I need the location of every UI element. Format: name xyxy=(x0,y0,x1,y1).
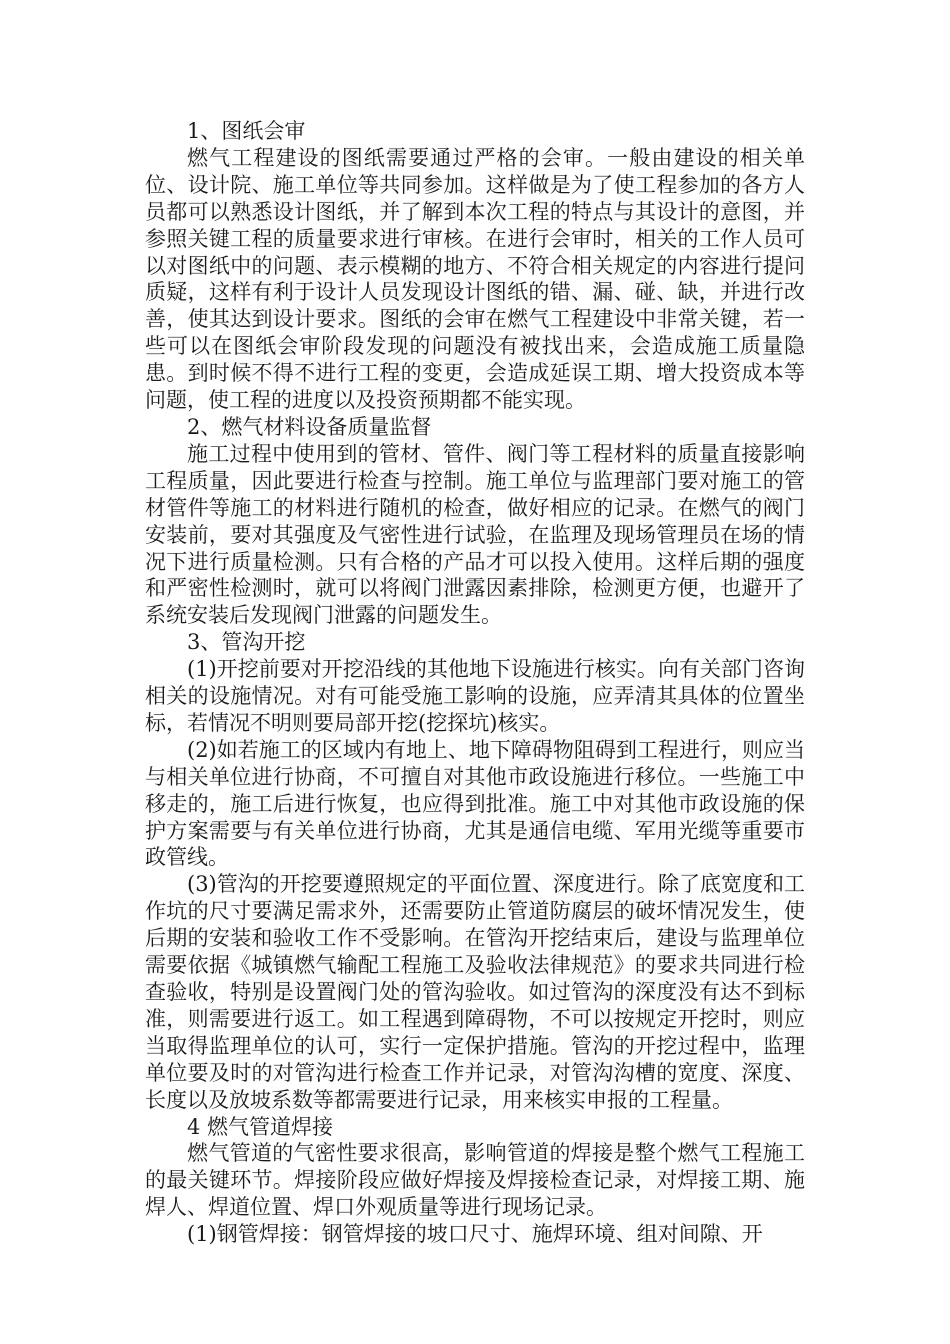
paragraph-material-quality: 施工过程中使用到的管材、管件、阀门等工程材料的质量直接影响工程质量，因此要进行检查与控制。施工单位与监理部门要对施工的管材管件等施工的材料进行随机的检查，做好相应的记录。在燃气的阀门安装前，要对其强度及气密性进行试验，在监理及现场管理员在场的情况下进行质量检测。只有合格的产品才可以投入使用。这样后期的强度和严密性检测时，就可以将阀门泄露因素排除，检测更方便，也避开了系统安装后发现阀门泄露的问题发生。 xyxy=(145,441,805,628)
section-heading-1: 1、图纸会审 xyxy=(187,119,306,143)
paragraph-trench-item-2: (2)如若施工的区域内有地上、地下障碍物阻碍到工程进行，则应当与相关单位进行协商，不可擅自对其他市政设施进行移位。一些施工中移走的，施工后进行恢复，也应得到批准。施工中对其他市政设施的保护方案需要与有关单位进行协商，尤其是通信电缆、军用光缆等重要市政管线。 xyxy=(145,737,805,870)
section-heading-3: 3、管沟开挖 xyxy=(187,630,306,655)
document-body xyxy=(145,118,805,1248)
paragraph-drawing-review: 燃气工程建设的图纸需要通过严格的会审。一般由建设的相关单位、设计院、施工单位等共同参加。这样做是为了使工程参加的各方人员都可以熟悉设计图纸，并了解到本次工程的特点与其设计的意图，并参照关键工程的质量要求进行审核。在进行会审时，相关的工作人员可以对图纸中的问题、表示模糊的地方、不符合相关规定的内容进行提问质疑，这样有利于设计人员发现设计图纸的错、漏、碰、缺，并进行改善，使其达到设计要求。图纸的会审在燃气工程建设中非常关键，若一些可以在图纸会审阶段发现的问题没有被找出来，会造成施工质量隐患。到时候不得不进行工程的变更，会造成延误工期、增大投资成本等问题，使工程的进度以及投资预期都不能实现。 xyxy=(145,145,805,413)
paragraph-trench-item-3: (3)管沟的开挖要遵照规定的平面位置、深度进行。除了底宽度和工作坑的尺寸要满足需求外，还需要防止管道防腐层的破坏情况发生，使后期的安装和验收工作不受影响。在管沟开挖结束后，建设与监理单位需要依据《城镇燃气输配工程施工及验收法律规范》的要求共同进行检查验收，特别是设置阀门处的管沟验收。如过管沟的深度没有达不到标准，则需要进行返工。如工程遇到障碍物，不可以按规定开挖时，则应当取得监理单位的认可，实行一定保护措施。管沟的开挖过程中，监理单位要及时的对管沟进行检查工作并记录，对管沟沟槽的宽度、深度、长度以及放坡系数等都需要进行记录，用来核实申报的工程量。 xyxy=(145,872,805,1112)
paragraph-trench-item-1: (1)开挖前要对开挖沿线的其他地下设施进行核实。向有关部门咨询相关的设施情况。对有可能受施工影响的设施，应弄清其具体的位置坐标，若情况不明则要局部开挖(挖探坑)核实。 xyxy=(145,657,805,735)
section-heading-4: 4 燃气管道焊接 xyxy=(187,1114,334,1139)
section-heading-2: 2、燃气材料设备质量监督 xyxy=(187,414,432,439)
paragraph-welding-intro: 燃气管道的气密性要求很高，影响管道的焊接是整个燃气工程施工的最关键环节。焊接阶段应做好焊接及焊接检查记录，对焊接工期、施焊人、焊道位置、焊口外观质量等进行现场记录。 xyxy=(145,1141,805,1220)
paragraph-welding-item-1: (1)钢管焊接：钢管焊接的坡口尺寸、施焊环境、组对间隙、开 xyxy=(187,1222,763,1247)
